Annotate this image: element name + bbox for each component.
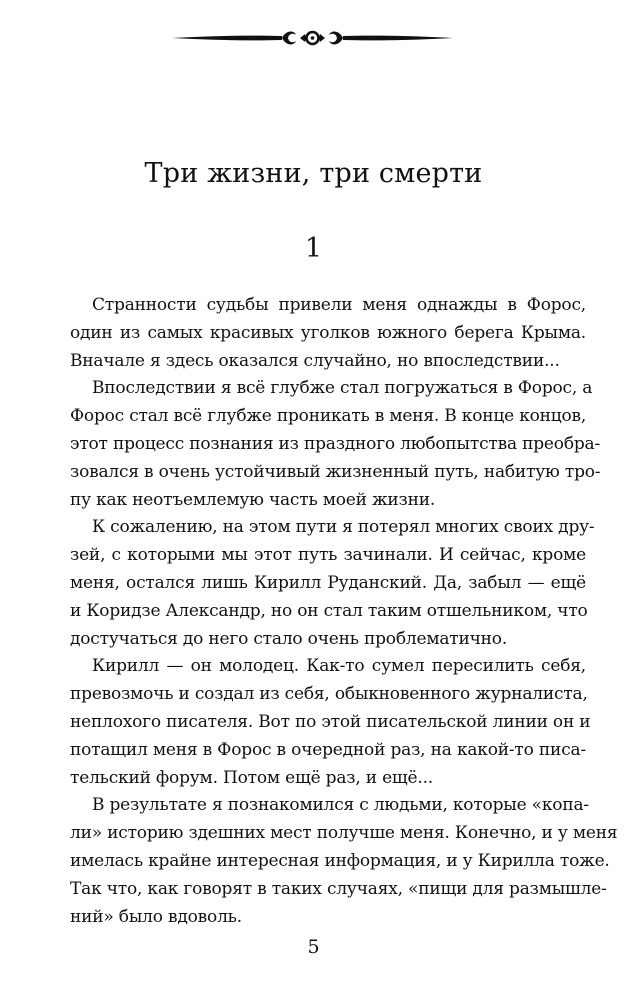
text-line: тельский форум. Потом ещё раз, и ещё... (70, 767, 434, 788)
paragraph-1 (70, 292, 586, 375)
chapter-title: Три жизни, три смерти (144, 158, 483, 189)
text-line: ний» было вдоволь. (70, 906, 242, 927)
chapter-number: 1 (304, 233, 323, 264)
text-line: меня, остался лишь Кирилл Руданский. Да, забыл — ещё (70, 572, 586, 593)
text-line: Странности судьбы привели меня однажды в Форос, (92, 295, 586, 315)
text-line: Кирилл — он молодец. Как-то сумел пересилить себя, (92, 656, 586, 677)
text-line: В результате я познакомился с людьми, которые «копа- (92, 795, 589, 816)
text-line: неплохого писателя. Вот по этой писательской линии он и (70, 711, 591, 732)
text-line: достучаться до него стало очень проблематично. (70, 628, 508, 649)
text-line: потащил меня в Форос в очередной раз, на какой-то писа- (70, 739, 586, 760)
text-line: Так что, как говорят в таких случаях, «пищи для размышле- (70, 878, 607, 899)
text-line: зовался в очень устойчивый жизненный путь, набитую тро- (70, 461, 601, 482)
text-line: этот процесс познания из праздного любопытства преобра- (70, 433, 601, 454)
page-number: 5 (307, 936, 320, 958)
decorative-ornament (170, 26, 455, 50)
paragraph-4 (70, 653, 591, 792)
text-line: зей, с которыми мы этот путь зачинали. И сейчас, кроме (70, 545, 586, 566)
text-line: имелась крайне интересная информация, и у Кирилла тоже. (70, 850, 610, 871)
paragraph-2 (70, 375, 601, 514)
text-line: превозмочь и создал из себя, обыкновенного журналиста, (70, 684, 588, 705)
text-line: Впоследствии я всё глубже стал погружаться в Форос, а (92, 378, 593, 399)
text-line: и Коридзе Александр, но он стал таким отшельником, что (70, 600, 588, 621)
text-line: К сожалению, на этом пути я потерял многих своих дру- (92, 517, 595, 538)
paragraph-3 (70, 514, 595, 653)
paragraph-5 (70, 792, 618, 931)
text-line: Вначале я здесь оказался случайно, но впоследствии... (70, 350, 560, 371)
text-line: один из самых красивых уголков южного берега Крыма. (70, 322, 586, 343)
text-line: ли» историю здешних мест получше меня. Конечно, и у меня (70, 823, 618, 844)
text-line: пу как неотъемлемую часть моей жизни. (70, 489, 436, 510)
body-text (70, 292, 618, 931)
text-line: Форос стал всё глубже проникать в меня. В конце концов, (70, 406, 587, 427)
